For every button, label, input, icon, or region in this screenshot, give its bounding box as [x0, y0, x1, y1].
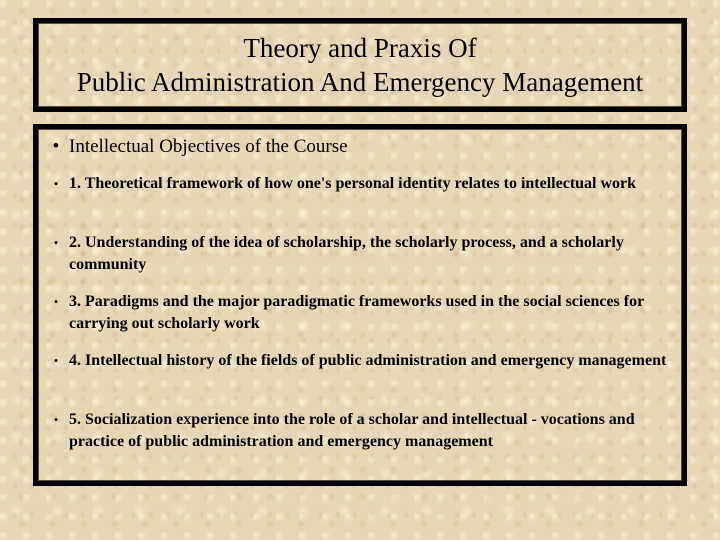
content-box: [33, 124, 687, 486]
bullet-icon: •: [53, 235, 59, 250]
bullet-icon: •: [53, 176, 59, 191]
list-item-text: 3. Paradigms and the major paradigmatic frameworks used in the social sciences for carrying out scholarly work: [69, 293, 644, 332]
bullet-icon: •: [53, 412, 59, 427]
slide-title-line-1: Theory and Praxis Of: [243, 33, 477, 63]
title-box: [33, 18, 687, 112]
list-item-text: 4. Intellectual history of the fields of public administration and emergency management: [69, 352, 667, 369]
list-item-text: 1. Theoretical framework of how one's personal identity relates to intellectual work: [69, 175, 637, 192]
list-item-text: 2. Understanding of the idea of scholarship, the scholarly process, and a scholarly community: [69, 234, 624, 273]
heading-text: Intellectual Objectives of the Course: [69, 136, 348, 157]
bullet-icon: •: [53, 353, 59, 368]
bullet-icon: •: [52, 136, 60, 157]
bullet-icon: •: [53, 294, 59, 309]
slide-title-line-2: Public Administration And Emergency Management: [76, 67, 644, 97]
list-item-text: 5. Socialization experience into the role of a scholar and intellectual - vocations and practice of public administration and emergency management: [69, 411, 635, 450]
